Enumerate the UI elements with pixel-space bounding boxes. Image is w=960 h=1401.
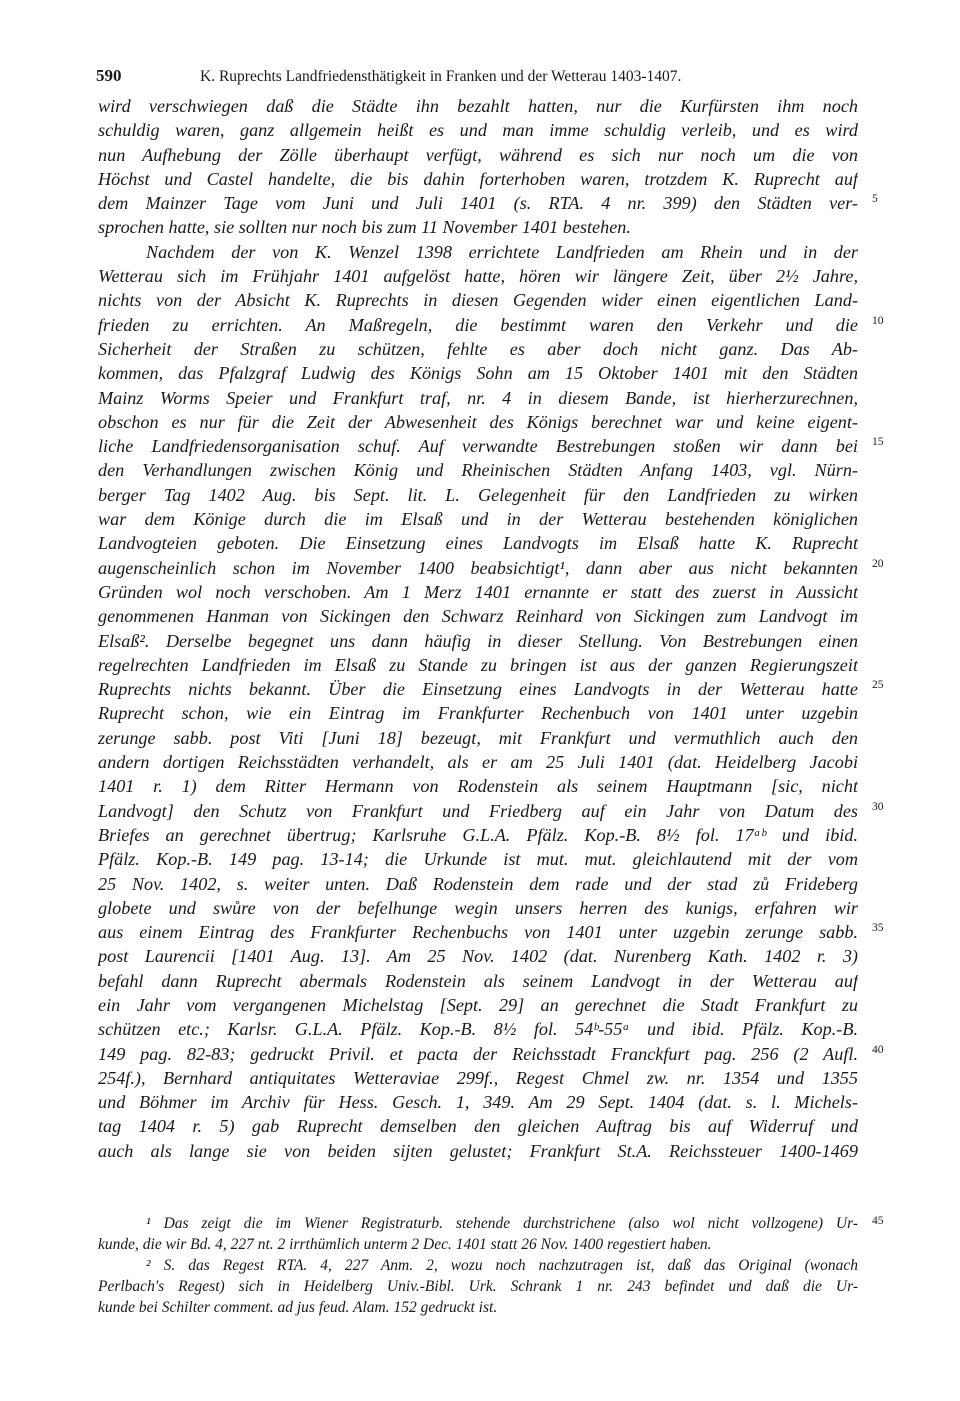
- line-number: 15: [872, 436, 884, 449]
- text-line: nichts von der Absicht K. Ruprechts in diesen Gegenden wider einen eigentlichen Land-: [98, 290, 858, 311]
- text-line: ein Jahr vom vergangenen Michelstag [Sept. 29] an gerechnet die Stadt Frankfurt zu: [98, 994, 858, 1015]
- text-line: schützen etc.; Karlsr. G.L.A. Pfälz. Kop.-B. 8½ fol. 54ᵇ-55ᵃ und ibid. Pfälz. Kop.-B.: [98, 1019, 858, 1040]
- text-line: Mainz Worms Speier und Frankfurt traf, nr. 4 in diesem Bande, ist hierherzurechnen,: [98, 387, 858, 408]
- line-number: 20: [872, 557, 884, 570]
- footnote-line: ² S. das Regest RTA. 4, 227 Anm. 2, wozu noch nachzutragen ist, daß das Original (wonach: [146, 1257, 858, 1274]
- text-line: genommenen Hanman von Sickingen den Schwarz Reinhard von Sickingen zum Landvogt im: [98, 606, 858, 627]
- text-line: andern dortigen Reichsstädten verhandelt, als er am 25 Juli 1401 (dat. Heidelberg Jacobi: [98, 752, 858, 773]
- text-line: war dem Könige durch die im Elsaß und in der Wetterau bestehenden königlichen: [98, 509, 858, 530]
- text-line: liche Landfriedensorganisation schuf. Auf verwandte Bestrebungen stoßen wir dann bei: [98, 436, 858, 457]
- text-line: regelrechten Landfrieden im Elsaß zu Stande zu bringen ist aus der ganzen Regierungszeit: [98, 654, 858, 675]
- text-line: Sicherheit der Straßen zu schützen, fehlte es aber doch nicht ganz. Das Ab-: [98, 338, 858, 359]
- text-line: zerunge sabb. post Viti [Juni 18] bezeugt, mit Frankfurt und vermuthlich auch den: [98, 727, 858, 748]
- line-number: 45: [872, 1215, 884, 1227]
- text-line: Briefes an gerechnet übertrug; Karlsruhe G.L.A. Pfälz. Kop.-B. 8½ fol. 17ᵃᵇ und ibid.: [98, 824, 858, 845]
- text-line: Wetterau sich im Frühjahr 1401 aufgelöst hatte, hören wir längere Zeit, über 2½ Jahre,: [98, 266, 858, 287]
- text-line: auch als lange sie von beiden sijten gelustet; Frankfurt St.A. Reichssteuer 1400-1469: [98, 1140, 858, 1161]
- text-line: tag 1404 r. 5) gab Ruprecht demselben den gleichen Auftrag bis auf Widerruf und: [98, 1116, 858, 1137]
- text-line: berger Tag 1402 Aug. bis Sept. lit. L. Gelegenheit für den Landfrieden zu wirken: [98, 484, 858, 505]
- text-line: augenscheinlich schon im November 1400 beabsichtigt¹, dann aber aus nicht bekannten: [98, 557, 858, 578]
- text-line: Elsaß². Derselbe begegnet uns dann häufig in dieser Stellung. Von Bestrebungen einen: [98, 630, 858, 651]
- text-line: Ruprechts nichts bekannt. Über die Einsetzung eines Landvogts in der Wetterau hatte: [98, 679, 858, 700]
- text-line: Höchst und Castel handelte, die bis dahin forterhoben waren, trotzdem K. Ruprecht auf: [98, 168, 858, 189]
- line-number: 40: [872, 1043, 884, 1056]
- footnote-line: ¹ Das zeigt die im Wiener Registraturb. stehende durchstrichene (also wol nicht vollzogene) Ur-: [146, 1215, 858, 1232]
- text-line: Landvogt] den Schutz von Frankfurt und Friedberg auf ein Jahr von Datum des: [98, 800, 858, 821]
- footnote-line: Perlbach's Regest) sich in Heidelberg Univ.-Bibl. Urk. Schrank 1 nr. 243 befindet und daß die Ur-: [98, 1278, 858, 1295]
- footnote-line: kunde, die wir Bd. 4, 227 nt. 2 irrthümlich unterm 2 Dec. 1401 statt 26 Nov. 1400 regestiert haben.: [98, 1236, 712, 1253]
- line-number: 5: [872, 193, 878, 206]
- text-line: frieden zu errichten. An Maßregeln, die bestimmt waren den Verkehr und die: [98, 314, 858, 335]
- text-line: aus einem Eintrag des Frankfurter Rechenbuchs von 1401 unter uzgebin zerunge sabb.: [98, 922, 858, 943]
- text-line: schuldig waren, ganz allgemein heißt es und man imme schuldig verleib, und es wird: [98, 120, 858, 141]
- line-number: 30: [872, 800, 884, 813]
- text-line: nun Aufhebung der Zölle überhaupt verfügt, während es sich nur noch um die von: [98, 144, 858, 165]
- running-header: [96, 62, 856, 90]
- text-line: den Verhandlungen zwischen König und Rheinischen Städten Anfang 1403, vgl. Nürn-: [98, 460, 858, 481]
- text-line: obschon es nur für die Zeit der Abwesenheit des Königs berechnet war und keine eigent-: [98, 411, 858, 432]
- text-line: und Böhmer im Archiv für Hess. Gesch. 1, 349. Am 29 Sept. 1404 (dat. s. l. Michels-: [98, 1092, 858, 1113]
- text-line: befahl dann Ruprecht abermals Rodenstein als seinem Landvogt in der Wetterau auf: [98, 970, 858, 991]
- running-title: K. Ruprechts Landfriedensthätigkeit in Franken und der Wetterau 1403-1407.: [200, 68, 682, 85]
- text-line: 149 pag. 82-83; gedruckt Privil. et pacta der Reichsstadt Franckfurt pag. 256 (2 Aufl.: [98, 1043, 858, 1064]
- text-line: 25 Nov. 1402, s. weiter unten. Daß Rodenstein dem rade und der stad zů Frideberg: [98, 873, 858, 894]
- text-line: Gründen wol noch verschoben. Am 1 Merz 1401 ernannte er statt des zuerst in Aussicht: [98, 581, 858, 602]
- main-text: [98, 94, 858, 1163]
- footnotes: [98, 1213, 858, 1318]
- line-number: 35: [872, 922, 884, 935]
- text-line: Pfälz. Kop.-B. 149 pag. 13-14; die Urkunde ist mut. mut. gleichlautend mit der vom: [98, 849, 858, 870]
- text-line: 1401 r. 1) dem Ritter Hermann von Rodenstein als seinem Hauptmann [sic, nicht: [98, 776, 858, 797]
- text-line: post Laurencii [1401 Aug. 13]. Am 25 Nov. 1402 (dat. Nurenberg Kath. 1402 r. 3): [98, 946, 858, 967]
- line-number: 10: [872, 314, 884, 327]
- text-line: Landvogteien geboten. Die Einsetzung eines Landvogts im Elsaß hatte K. Ruprecht: [98, 533, 858, 554]
- footnote-line: kunde bei Schilter comment. ad jus feud. Alam. 152 gedruckt ist.: [98, 1299, 498, 1316]
- line-number: 25: [872, 679, 884, 692]
- text-line: Nachdem der von K. Wenzel 1398 errichtete Landfrieden am Rhein und in der: [146, 241, 858, 262]
- text-line: kommen, das Pfalzgraf Ludwig des Königs Sohn am 15 Oktober 1401 mit den Städten: [98, 363, 858, 384]
- page-number: 590: [96, 66, 122, 85]
- text-line: sprochen hatte, sie sollten nur noch bis zum 11 November 1401 bestehen.: [98, 217, 631, 238]
- text-line: wird verschwiegen daß die Städte ihn bezahlt hatten, nur die Kurfürsten ihm noch: [98, 96, 858, 116]
- text-line: Ruprecht schon, wie ein Eintrag im Frankfurter Rechenbuch von 1401 unter uzgebin: [98, 703, 858, 724]
- text-line: dem Mainzer Tage vom Juni und Juli 1401 (s. RTA. 4 nr. 399) den Städten ver-: [98, 193, 858, 214]
- text-line: 254f.), Bernhard antiquitates Wetteraviae 299f., Regest Chmel zw. nr. 1354 und 1355: [98, 1067, 858, 1088]
- text-line: globete und swůre von der befelhunge wegin unsers herren des kunigs, erfahren wir: [98, 897, 858, 918]
